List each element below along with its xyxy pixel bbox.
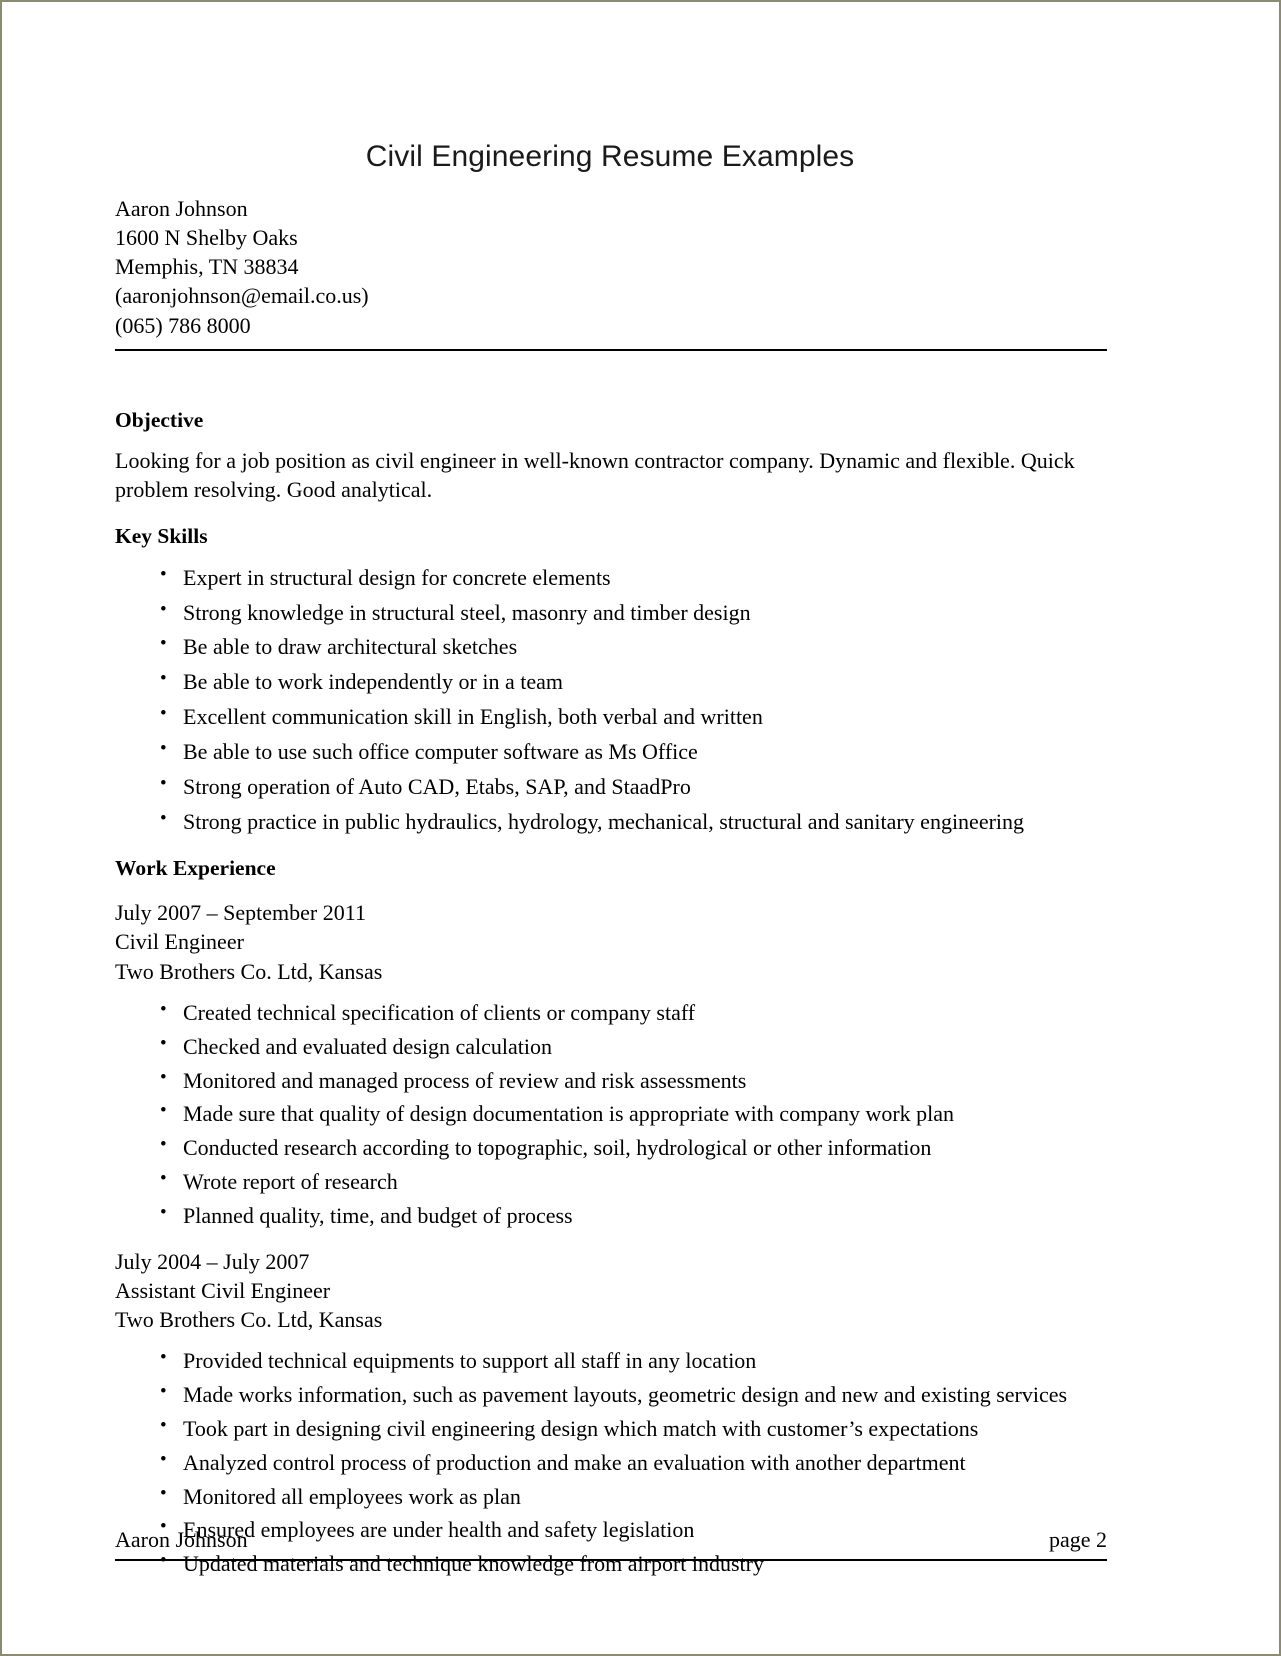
list-item: • Be able to use such office computer software as Ms Office [115,738,1095,767]
footer-divider [115,1559,1107,1561]
job-position: Civil Engineer [115,929,244,955]
job-bullet-list [115,999,1105,1231]
contact-email: (aaronjohnson@email.co.us) [115,283,369,309]
job-dates: July 2004 – July 2007 [115,1248,310,1274]
list-item: • Strong practice in public hydraulics, hydrology, mechanical, structural and sanitary engineering [115,808,1095,837]
key-skills-list [115,564,1105,837]
contact-phone: (065) 786 8000 [115,312,251,338]
list-item: • Provided technical equipments to support all staff in any location [115,1347,1095,1376]
list-item: • Be able to draw architectural sketches [115,633,1095,662]
section-heading-objective: Objective [115,407,204,432]
list-item: • Checked and evaluated design calculation [115,1033,1095,1062]
footer-name: Aaron Johnson [115,1527,248,1552]
job-meta [115,898,1105,986]
header-divider [115,349,1107,351]
section-heading-work-experience: Work Experience [115,856,276,881]
page-title: Civil Engineering Resume Examples [365,140,855,173]
section-heading-key-skills: Key Skills [115,524,208,549]
list-item: • Made works information, such as pavement layouts, geometric design and new and existing services [115,1381,1095,1410]
list-item: • Strong operation of Auto CAD, Etabs, SAP, and StaadPro [115,773,1095,802]
job-company: Two Brothers Co. Ltd, Kansas [115,1307,383,1333]
footer-page-number: page 2 [1048,1527,1107,1552]
list-item: • Be able to work independently or in a team [115,668,1095,697]
list-item: • Excellent communication skill in English, both verbal and written [115,703,1095,732]
list-item: • Made sure that quality of design documentation is appropriate with company work plan [115,1100,1095,1129]
list-item: • Strong knowledge in structural steel, masonry and timber design [115,599,1095,628]
list-item: • Monitored all employees work as plan [115,1483,1095,1512]
list-item: • Created technical specification of clients or company staff [115,999,1095,1028]
list-item: • Monitored and managed process of review and risk assessments [115,1067,1095,1096]
list-item: • Analyzed control process of production and make an evaluation with another department [115,1449,1095,1478]
contact-city-state-zip: Memphis, TN 38834 [115,254,299,279]
job-company: Two Brothers Co. Ltd, Kansas [115,958,383,984]
list-item: • Expert in structural design for concrete elements [115,564,1095,593]
contact-name: Aaron Johnson [115,195,248,221]
list-item: • Planned quality, time, and budget of process [115,1202,1095,1231]
objective-text: Looking for a job position as civil engineer in well-known contractor company. Dynamic and flexible. Quick problem resolving. Good analytical. [115,447,1075,502]
list-item: • Took part in designing civil engineering design which match with customer’s expectations [115,1415,1095,1444]
job-meta [115,1247,1105,1335]
job-position: Assistant Civil Engineer [115,1277,331,1303]
job-entry [115,898,1105,1230]
job-dates: July 2007 – September 2011 [115,900,366,926]
list-item: • Wrote report of research [115,1168,1095,1197]
list-item: • Updated materials and technique knowledge from airport industry [115,1550,1095,1579]
contact-block [115,194,1105,340]
list-item: • Ensured employees are under health and safety legislation [115,1516,1095,1545]
document-content [115,2,1105,1584]
list-item: • Conducted research according to topographic, soil, hydrological or other information [115,1134,1095,1163]
page-footer [115,1527,1107,1561]
contact-street: 1600 N Shelby Oaks [115,224,298,250]
